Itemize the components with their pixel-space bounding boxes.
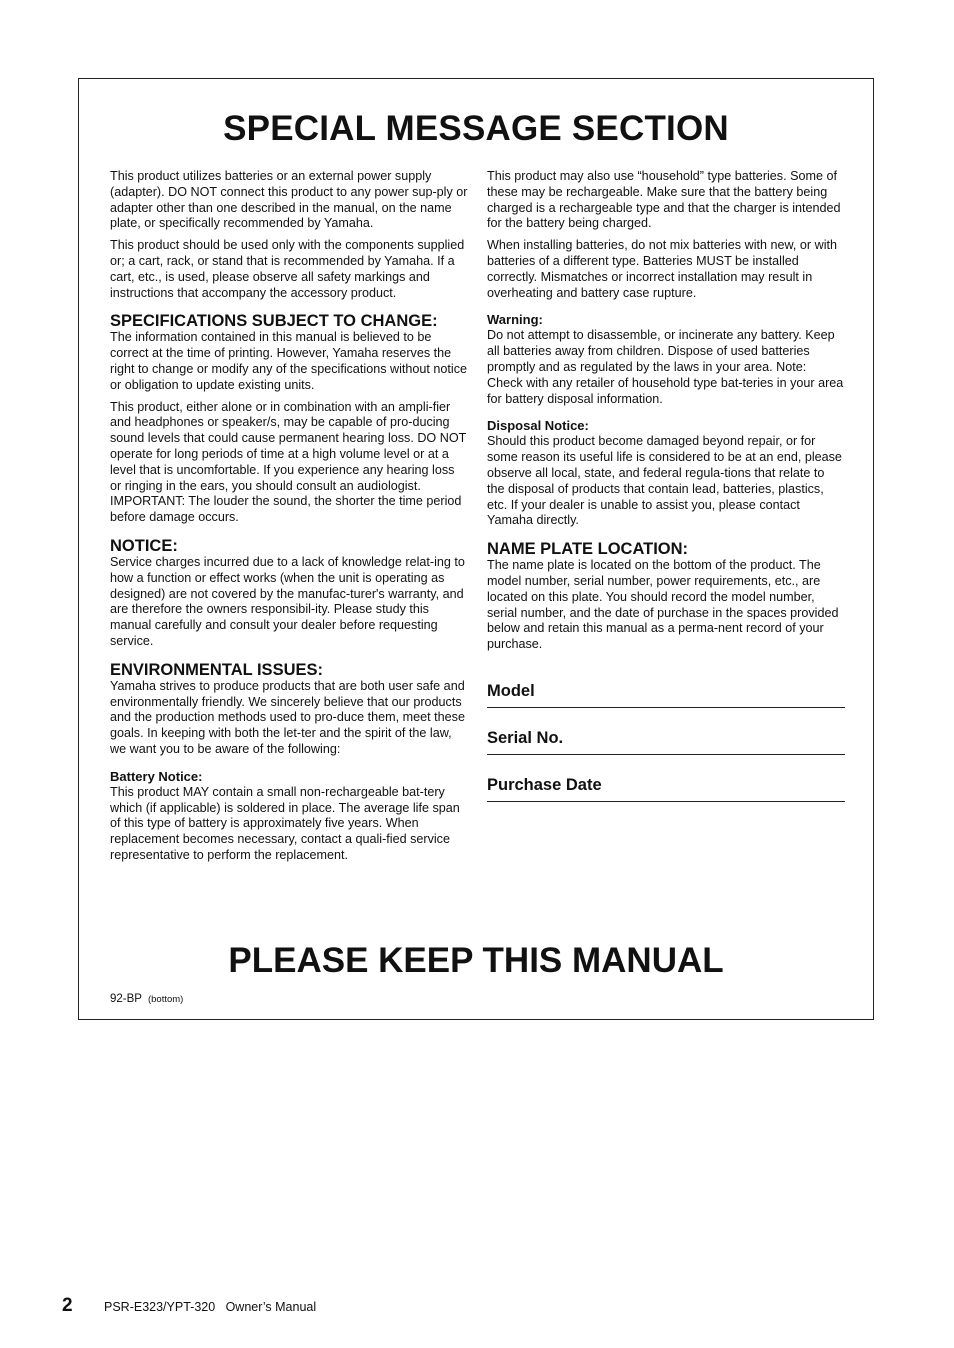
important-paragraph: IMPORTANT: The louder the sound, the shorter the time period before damage occurs. — [110, 494, 462, 525]
keep-manual-title: PLEASE KEEP THIS MANUAL — [228, 941, 724, 980]
hearing-paragraph: This product, either alone or in combination with an ampli-fier and headphones or speaker/s, may be capable of pro-ducing sound levels that could cause permanent hearing loss. DO NOT operate for long periods of time at a high volume level or at a level that is uncomfortable. If you experience any hearing loss or ringing in the ears, you should consult an audiologist. — [110, 399, 467, 493]
household-batteries-paragraph: This product may also use “household” type batteries. Some of these may be rechargeable. Make sure that the battery being charged is a rechargeable type and that the charger is intended for the battery being charged. — [487, 169, 841, 231]
specs-paragraph: The information contained in this manual is believed to be correct at the time of printing. However, Yamaha reserves the right to change or modify any of the specifications without notice or obligation to update existing units. — [110, 330, 468, 392]
purchase-date-field: Purchase Date — [487, 775, 845, 802]
battery-notice-heading: Battery Notice: — [110, 768, 203, 784]
disposal-paragraph: Should this product become damaged beyond repair, or for some reason its useful life is considered to be at an end, please observe all local, state, and federal regula-tions that relate to the disposal of products that contain lead, batteries, plastics, etc. If your dealer is unable to assist you, please contact Yamaha directly. — [487, 434, 842, 528]
installing-batteries-paragraph: When installing batteries, do not mix batteries with new, or with batteries of a different type. Batteries MUST be installed correctly. Mismatches or incorrect installation may result in overheating and battery case rupture. — [487, 238, 837, 300]
specs-heading: SPECIFICATIONS SUBJECT TO CHANGE: — [110, 312, 438, 331]
battery-notice-paragraph: This product MAY contain a small non-rechargeable bat-tery which (if applicable) is soldered in place. The average life span of this type of battery is approximately five years. When replacement becomes necessary, contact a quali-fied service representative to perform the replacement. — [110, 784, 460, 862]
page-title: SPECIAL MESSAGE SECTION — [223, 109, 729, 148]
nameplate-heading: NAME PLATE LOCATION: — [487, 540, 689, 559]
page-number: 2 — [62, 1295, 73, 1316]
manual-name: PSR-E323/YPT-320 Owner’s Manual — [104, 1300, 317, 1314]
warning-heading: Warning: — [487, 312, 543, 328]
section-code — [110, 993, 183, 1005]
environmental-heading: ENVIRONMENTAL ISSUES: — [110, 660, 323, 679]
serial-field: Serial No. — [487, 728, 845, 755]
warning-paragraph: Do not attempt to disassemble, or incinerate any battery. Keep all batteries away from children. Dispose of used batteries promptly and as regulated by the laws in your area. Note: Check with any retailer of household type bat-teries in your area for battery disposal information. — [487, 328, 844, 406]
notice-heading: NOTICE: — [110, 536, 178, 555]
power-supply-paragraph: This product utilizes batteries or an external power supply (adapter). DO NOT connect this product to any power sup-ply or adapter other than one described in the manual, on the name plate, or specifically recommended by Yamaha. — [110, 169, 468, 231]
left-column — [110, 169, 468, 870]
notice-paragraph: Service charges incurred due to a lack of knowledge relat-ing to how a function or effect works (when the unit is operating as designed) are not covered by the manufac-turer's warranty, and are therefore the owners responsibil-ity. Please study this manual carefully and consult your dealer before requesting service. — [110, 554, 465, 648]
code-note: (bottom) — [147, 994, 184, 1005]
right-column — [487, 169, 845, 802]
components-paragraph: This product should be used only with the components supplied or; a cart, rack, or stand that is recommended by Yamaha. If a cart, etc., is used, please observe all safety markings and instructions that accompany the accessory product. — [110, 238, 465, 300]
disposal-heading: Disposal Notice: — [487, 418, 589, 434]
model-field: Model — [487, 681, 845, 708]
environmental-paragraph: Yamaha strives to produce products that are both user safe and environmentally friendly. We sincerely believe that our products and the production methods used to pro-duce them, meet these goals. In keeping with both the let-ter and the spirit of the law, we want you to be aware of the following: — [110, 678, 465, 756]
special-message-box — [78, 78, 874, 1020]
nameplate-paragraph: The name plate is located on the bottom of the product. The model number, serial number, power requirements, etc., are located on this plate. You should record the model number, serial number, and the date of purchase in the spaces provided below and retain this manual as a perma-nent record of your purchase. — [487, 558, 839, 652]
code-text: 92-BP — [110, 993, 142, 1005]
